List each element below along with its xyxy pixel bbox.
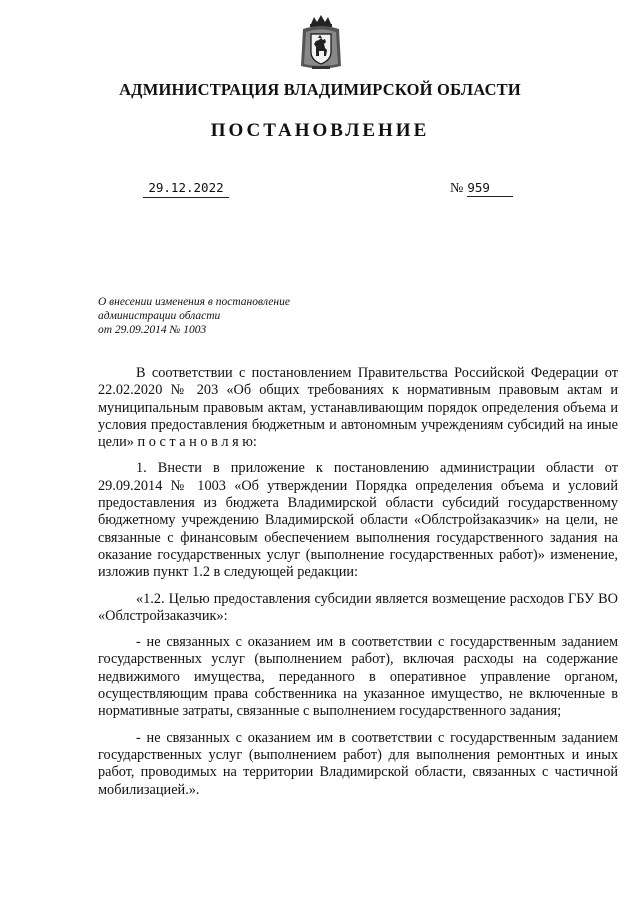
document-number [450, 180, 513, 197]
subject-line: от 29.09.2014 № 1003 [98, 324, 207, 336]
document-body [98, 365, 618, 808]
subject-line: администрации области [98, 310, 221, 322]
organization-title: АДМИНИСТРАЦИЯ ВЛАДИМИРСКОЙ ОБЛАСТИ [119, 80, 521, 99]
number-sign: № [450, 181, 464, 196]
item-1-paragraph: 1. Внести в приложение к постановлению администрации области от 29.09.2014 № 1003 «Об утверждении Порядка определения объема и условий предоставления из бюджета Владимирской области субсидий государственному бюджетному учреждению Владимирской области «Облстройзаказчик» на цели, не связанные с финансовым обеспечением выполнения государственного задания на оказание государственных услуг (выполнение государственных работ)» изменение, изложив пункт 1.2 в следующей редакции: [98, 460, 618, 581]
amended-clause-paragraph: «1.2. Целью предоставления субсидии является возмещение расходов ГБУ ВО «Облстройзаказчик»: [98, 590, 618, 624]
number-value: 959 [467, 180, 513, 197]
coat-of-arms-icon [297, 14, 345, 72]
document-type: ПОСТАНОВЛЕНИЕ [210, 120, 430, 141]
list-item-paragraph: - не связанных с оказанием им в соответствии с государственным заданием государственных услуг (выполнением работ) для выполнения ремонтных и иных работ, проводимых на территории Владимирской области, связанных с частичной мобилизацией.». [98, 729, 618, 798]
document-subject [98, 295, 358, 337]
document-date: 29.12.2022 [143, 180, 229, 198]
preamble-paragraph: В соответствии с постановлением Правительства Российской Федерации от 22.02.2020 № 203 «Об общих требованиях к нормативным правовым актам и муниципальным правовым актам, устанавливающим порядок определения объема и условия предоставления бюджетным и автономным учреждениям субсидий на иные цели» п о с т а н о в л я ю: [98, 365, 618, 451]
list-item-paragraph: - не связанных с оказанием им в соответствии с государственным заданием государственных услуг (выполнением работ), включая расходы на содержание недвижимого имущества, переданного в оперативное управление органом, осуществляющим права собственника на указанное имущество, не включенные в нормативные затраты, связанные с выполнением государственного задания; [98, 634, 618, 720]
subject-line: О внесении изменения в постановление [98, 296, 290, 308]
